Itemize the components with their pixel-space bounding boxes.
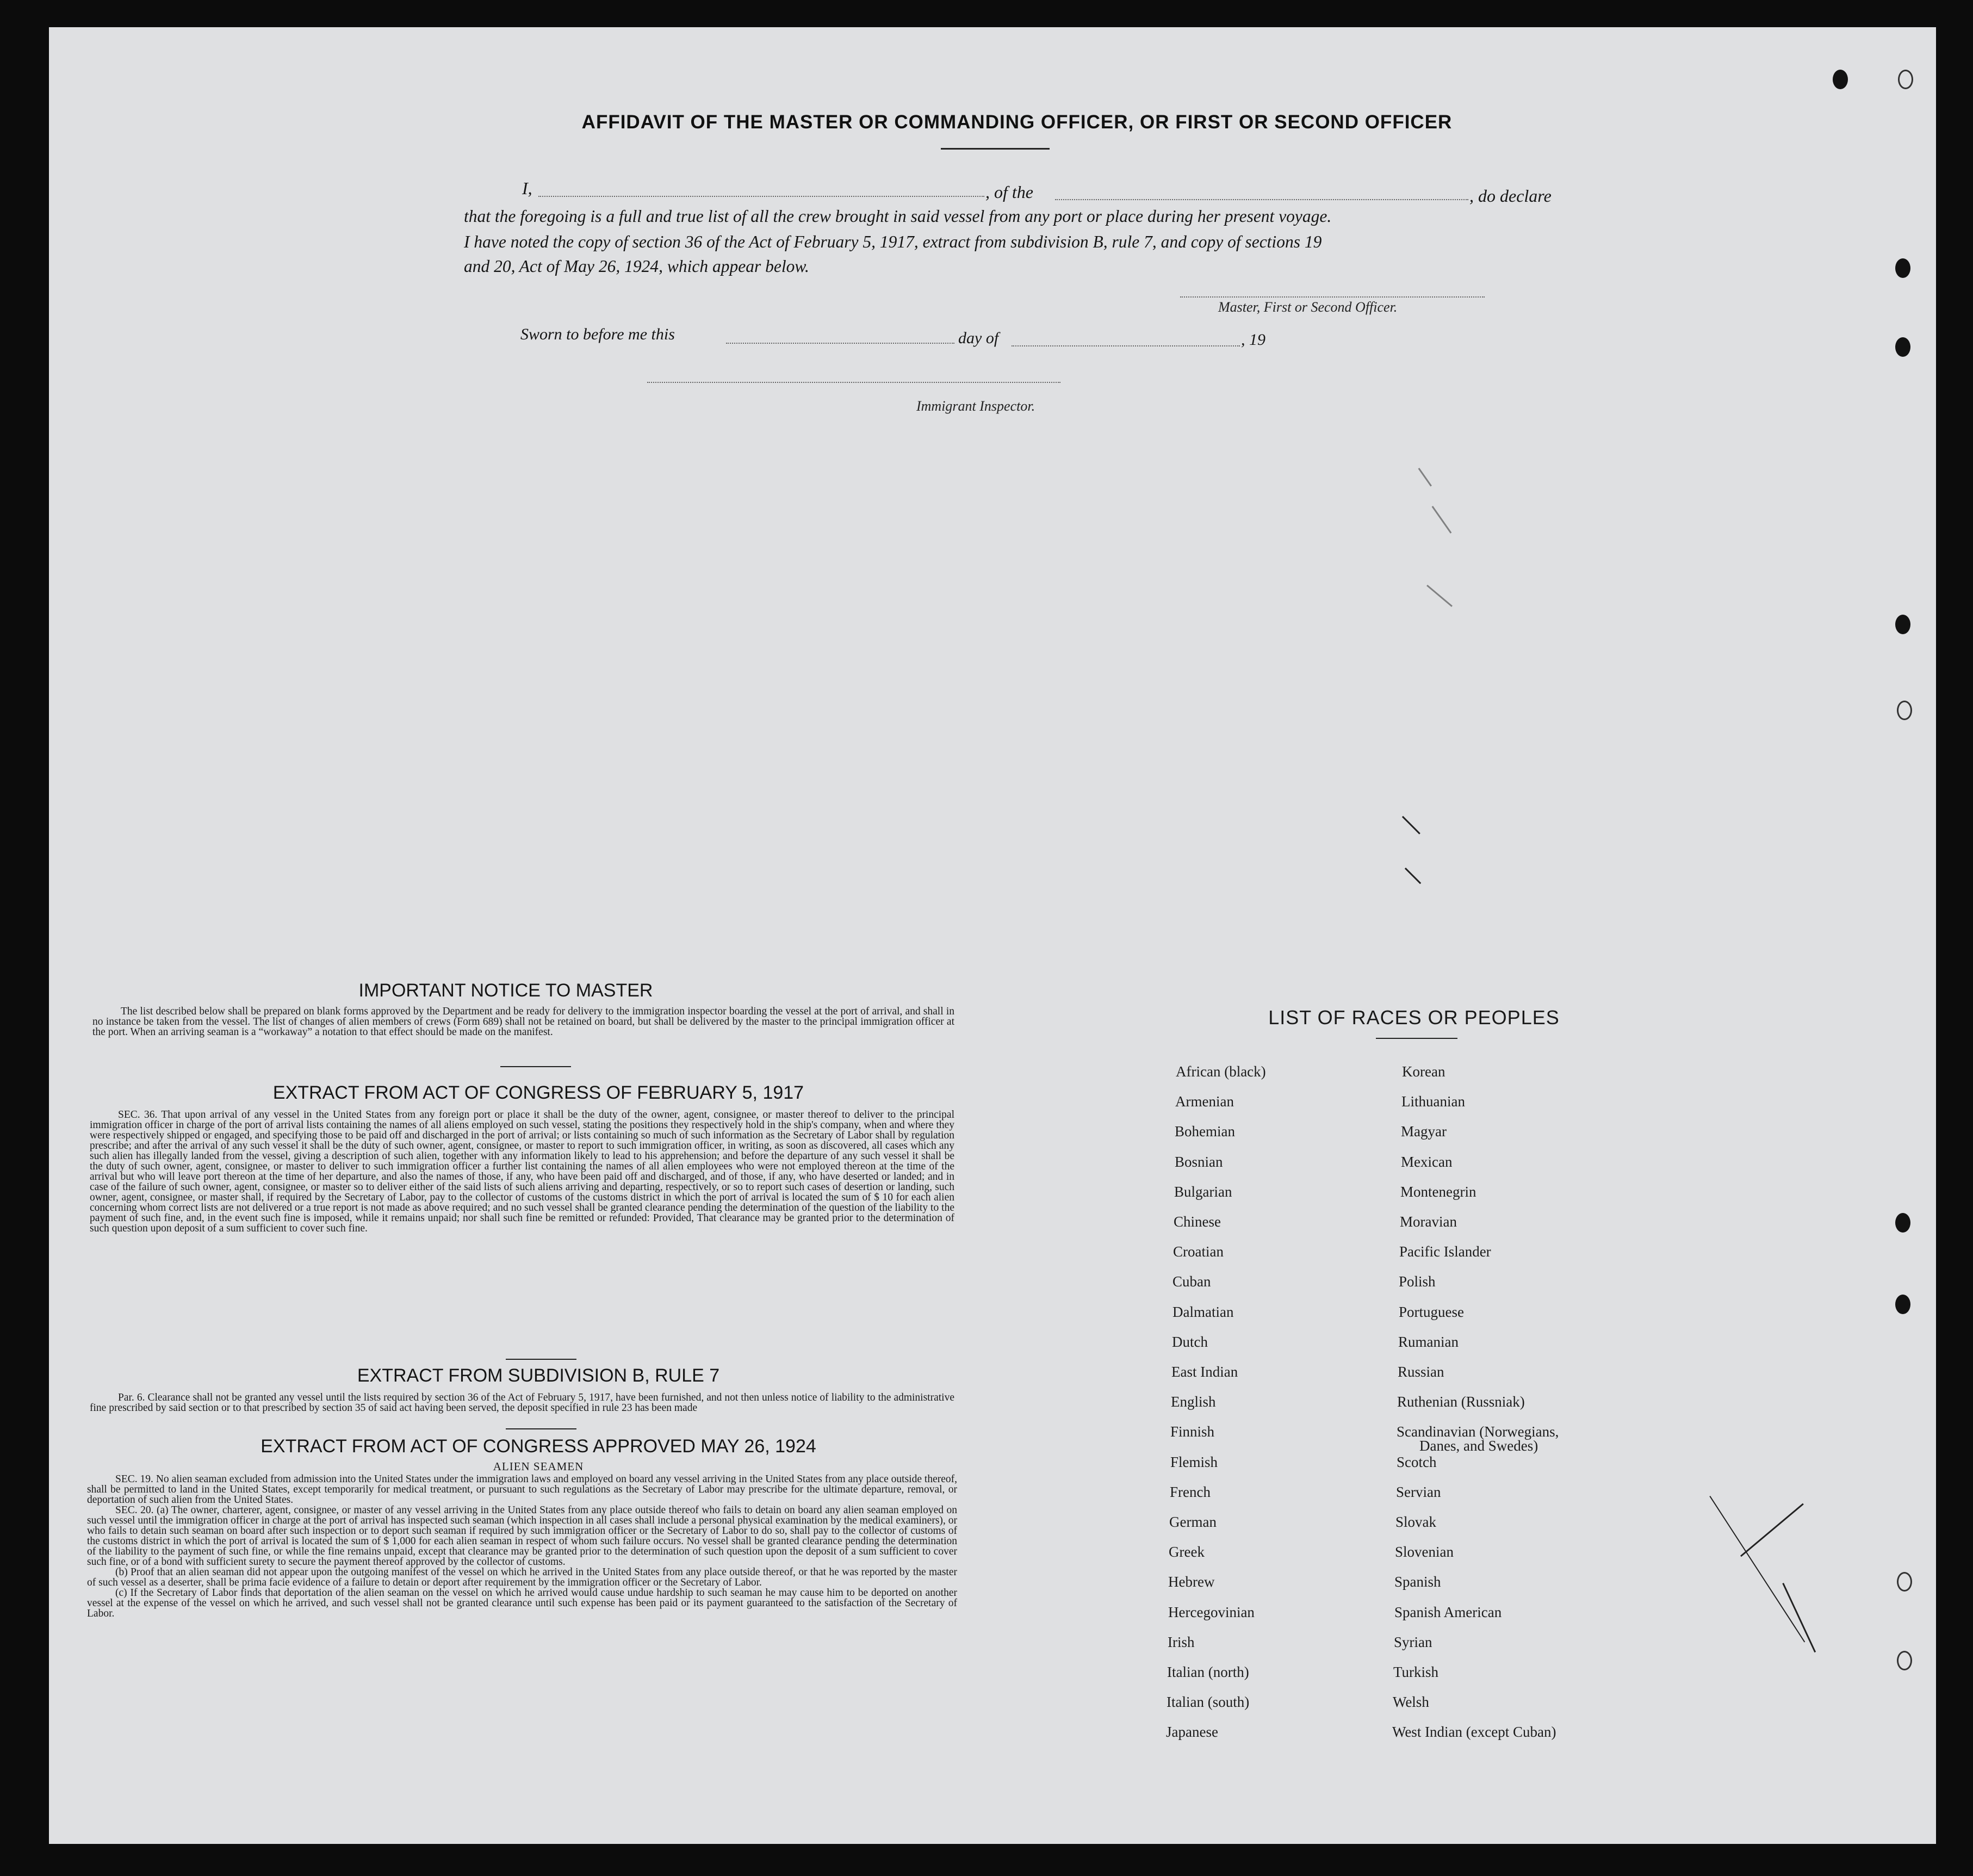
race-item: Mexican	[1401, 1154, 1453, 1170]
sec20a-text: SEC. 20. (a) The owner, charterer, agent, consignee, or master of any vessel arriving in the United States from any place outside thereof who fails to detain on board any alien seaman employed on such vessel until the immigration officer in charge at the port of arrival has inspected such seaman (which inspection in all cases shall include a personal physical examination by the medical examiners), or who fails to detain such seaman on board after such inspection or to deport such seaman if required by such immigration officer or the Secretary of Labor to do so, shall pay to the collector of customs of the customs district in which the port of arrival is located the sum of $ 1,000 for each alien seaman in respect of whom such failure occurs. No vessel shall be granted clearance pending the determination of the liability to the payment of such fine, or while the fine remains unpaid, except that clearance may be granted prior to the determination of such question upon the deposit of a sum sufficient to cover such fine, or of a bond with sufficient surety to secure the payment thereof approved by the collector of customs.	[87, 1504, 957, 1568]
pen-mark	[1709, 1496, 1805, 1642]
race-item: Syrian	[1394, 1634, 1432, 1650]
races-title: LIST OF RACES OR PEOPLES	[1268, 1006, 1560, 1029]
day-of-label: day of	[958, 329, 999, 347]
race-item: Croatian	[1173, 1243, 1224, 1260]
sworn-day-line	[726, 343, 954, 344]
sec19	[87, 1474, 957, 1505]
race-item: East Indian	[1171, 1364, 1238, 1380]
binder-hole	[1895, 258, 1910, 278]
notice-body	[92, 1006, 954, 1037]
race-item: French	[1170, 1484, 1211, 1500]
title-underline	[941, 148, 1050, 150]
pen-mark	[1740, 1503, 1804, 1557]
binder-hole	[1898, 70, 1913, 89]
pen-mark	[1782, 1583, 1816, 1652]
extract-1917-title: EXTRACT FROM ACT OF CONGRESS OF FEBRUARY 5, 1917	[272, 1082, 804, 1103]
pen-mark	[1405, 868, 1421, 884]
race-item: Portuguese	[1399, 1304, 1464, 1320]
binder-hole	[1895, 337, 1910, 357]
race-item: Welsh	[1393, 1694, 1429, 1710]
extract-1917-text: SEC. 36. That upon arrival of any vessel in the United States from any foreign port or place it shall be the duty of the owner, agent, consignee, or master thereof to deliver to the principal immigration officer in charge of the port of arrival lists containing the names of all aliens employed on such vessel, stating the positions they respectively hold in the ship's company, when and where they were respectively shipped or engaged, and specifying those to be paid off and discharged in the port of arrival; or lists containing so much of such information as the Secretary of Labor shall by regulation prescribe; and after the arrival of any such vessel it shall be the duty of such owner, agent, consignee, or master to report to such immigration officer, in writing, as soon as discovered, all cases which any such alien has illegally landed from the vessel, giving a description of such alien, together with any information likely to lead to his apprehension; and before the departure of any such vessel it shall be the duty of such owner, agent, consignee, or master to deliver to such immigration officer a further list containing the names of all alien employees who were not employed thereon at the time of the arrival but who will leave port thereon at the time of her departure, and also the names of those, if any, who have been paid off and discharged, and of those, if any, who have deserted or landed; and in case of the failure of such owner, agent, consignee, or master so to deliver either of the said lists of such aliens arriving and departing, respectively, or so to report such cases of desertion or landing, such owner, agent, consignee, or master shall, if required by the Secretary of Labor, pay to the collector of customs of the customs district in which the port of arrival is located the sum of $ 10 for each alien concerning whom correct lists are not delivered or a true report is not made as above required; and no such vessel shall be granted clearance pending the determination of the question of the liability to the payment of such fine, and, in the event such fine is imposed, while it remains unpaid; nor shall such fine be remitted or refunded: Provided, That clearance may be granted prior to the determination of such question upon deposit of a sum sufficient to cover such fine.	[90, 1109, 954, 1234]
race-item: Slovenian	[1395, 1544, 1454, 1560]
binder-hole	[1895, 615, 1910, 634]
race-item: Bosnian	[1175, 1154, 1223, 1170]
race-item: Slovak	[1395, 1514, 1437, 1530]
race-item: Bohemian	[1175, 1123, 1235, 1140]
race-item: Scotch	[1397, 1454, 1437, 1470]
rule7-body	[90, 1392, 954, 1413]
race-item: West Indian (except Cuban)	[1392, 1724, 1556, 1740]
race-item: Spanish American	[1394, 1604, 1502, 1620]
affidavit-line4: and 20, Act of May 26, 1924, which appear below.	[464, 257, 809, 276]
pen-mark	[1418, 468, 1432, 486]
divider	[506, 1359, 576, 1360]
affidavit-title: AFFIDAVIT OF THE MASTER OR COMMANDING OFFICER, OR FIRST OR SECOND OFFICER	[581, 112, 1453, 133]
pen-mark	[1432, 506, 1452, 534]
race-item: Cuban	[1172, 1273, 1211, 1290]
race-item: Ruthenian (Russniak)	[1397, 1394, 1525, 1410]
sec20c-text: (c) If the Secretary of Labor finds that deportation of the alien seaman on the vessel on which he arrived would cause undue hardship to such seaman he may cause him to be deported on another vessel at the expense of the vessel on which he arrived, and such vessel shall not be granted clearance until such expense has been paid or its payment guaranteed to the satisfaction of the Secretary of Labor.	[87, 1587, 957, 1619]
race-item: Servian	[1396, 1484, 1441, 1500]
binder-hole	[1897, 701, 1912, 720]
race-item: Armenian	[1175, 1093, 1234, 1110]
name-field-line	[538, 196, 984, 197]
sec20a	[87, 1505, 957, 1567]
notice-body-text: The list described below shall be prepared on blank forms approved by the Department and be ready for delivery to the immigration inspector boarding the vessel at the port of arrival, and shall in no instance be taken from the vessel. The list of changes of alien members of crews (Form 689) shall not be retained on board, but shall be delivered by the master to the principal immigration officer at the port. When an arriving seaman is a “workaway” a notation to that effect should be made on the manifest.	[92, 1006, 954, 1038]
race-item: Greek	[1169, 1544, 1205, 1560]
race-item: Finnish	[1170, 1423, 1215, 1440]
race-item: Flemish	[1170, 1454, 1218, 1470]
extract-1924-subtitle: ALIEN SEAMEN	[493, 1460, 584, 1473]
sec20b	[87, 1567, 957, 1588]
affidavit-line1-i: I,	[522, 178, 532, 198]
race-item: Chinese	[1174, 1213, 1221, 1230]
race-item: Korean	[1402, 1063, 1445, 1080]
divider	[500, 1066, 571, 1067]
sworn-label: Sworn to before me this	[520, 325, 675, 343]
race-item: Hebrew	[1168, 1574, 1215, 1590]
sec19-text: SEC. 19. No alien seaman excluded from admission into the United States under the immigration laws and employed on board any vessel arriving in the United States from any place outside thereof, shall be permitted to land in the United States, except temporarily for medical treatment, or pursuant to such regulations as the Secretary of Labor may prescribe for the ultimate departure, removal, or deportation of such alien from the United States.	[87, 1473, 957, 1506]
extract-1924-title: EXTRACT FROM ACT OF CONGRESS APPROVED MAY 26, 1924	[260, 1436, 816, 1457]
vessel-field-line	[1055, 199, 1468, 200]
binder-hole	[1897, 1572, 1912, 1592]
race-item: Japanese	[1166, 1724, 1218, 1740]
race-item: Hercegovinian	[1168, 1604, 1255, 1620]
master-signature-label: Master, First or Second Officer.	[1218, 299, 1398, 315]
divider	[506, 1428, 576, 1429]
binder-hole	[1895, 1295, 1910, 1314]
notice-title: IMPORTANT NOTICE TO MASTER	[358, 980, 653, 1001]
race-item: Moravian	[1400, 1213, 1457, 1230]
binder-hole	[1833, 70, 1848, 89]
affidavit-line1-declare: , do declare	[1469, 186, 1552, 206]
race-item: Magyar	[1401, 1123, 1447, 1140]
race-item: Turkish	[1393, 1664, 1439, 1680]
inspector-signature-line	[647, 382, 1060, 383]
extract-1917-body	[90, 1110, 954, 1234]
year-prefix: , 19	[1241, 331, 1265, 349]
race-item: Irish	[1168, 1634, 1195, 1650]
race-item: Pacific Islander	[1399, 1243, 1491, 1260]
sworn-month-line	[1012, 345, 1240, 346]
sec20c	[87, 1588, 957, 1619]
races-underline	[1376, 1038, 1457, 1039]
race-item: African (black)	[1176, 1063, 1266, 1080]
race-item: Italian (north)	[1167, 1664, 1249, 1680]
race-item: English	[1171, 1394, 1216, 1410]
race-item: German	[1169, 1514, 1217, 1530]
race-item: Italian (south)	[1167, 1694, 1250, 1710]
document-sheet	[49, 27, 1936, 1844]
affidavit-line1-of-the: , of the	[985, 182, 1033, 202]
rule7-title: EXTRACT FROM SUBDIVISION B, RULE 7	[357, 1365, 720, 1386]
sec20b-text: (b) Proof that an alien seaman did not appear upon the outgoing manifest of the vessel on which he arrived in the United States from any place outside thereof, or that he was reported by the master of such vessel as a deserter, shall be prima facie evidence of a failure to detain or deport after requirement by the immigration officer or the Secretary of Labor.	[87, 1567, 957, 1588]
race-item: Scandinavian (Norwegians,	[1397, 1423, 1559, 1440]
race-item: Dalmatian	[1172, 1304, 1234, 1320]
pen-mark	[1402, 816, 1420, 834]
race-item: Bulgarian	[1174, 1184, 1232, 1200]
binder-hole	[1897, 1651, 1912, 1670]
race-item: Dutch	[1172, 1334, 1208, 1350]
race-item: Rumanian	[1398, 1334, 1459, 1350]
race-item: Spanish	[1394, 1574, 1441, 1590]
race-item: Lithuanian	[1401, 1093, 1465, 1110]
extract-1924-body	[87, 1474, 957, 1619]
affidavit-line3: I have noted the copy of section 36 of the Act of February 5, 1917, extract from subdivision B, rule 7, and copy of sections 19	[464, 232, 1322, 251]
rule7-text: Par. 6. Clearance shall not be granted any vessel until the lists required by section 36 of the Act of February 5, 1917, have been furnished, and not then unless notice of liability to the administrative fine prescribed by said section or to that prescribed by section 35 of said act having been served, the deposit specified in rule 23 has been made	[90, 1392, 954, 1414]
pen-mark	[1426, 585, 1453, 607]
race-item: Montenegrin	[1400, 1184, 1476, 1200]
affidavit-line2: that the foregoing is a full and true list of all the crew brought in said vessel from any port or place during her present voyage.	[464, 207, 1332, 226]
race-item-continuation: Danes, and Swedes)	[1419, 1438, 1538, 1454]
inspector-label: Immigrant Inspector.	[916, 398, 1035, 414]
race-item: Russian	[1398, 1364, 1444, 1380]
race-item: Polish	[1399, 1273, 1436, 1290]
master-signature-line	[1180, 296, 1485, 298]
binder-hole	[1895, 1213, 1910, 1233]
